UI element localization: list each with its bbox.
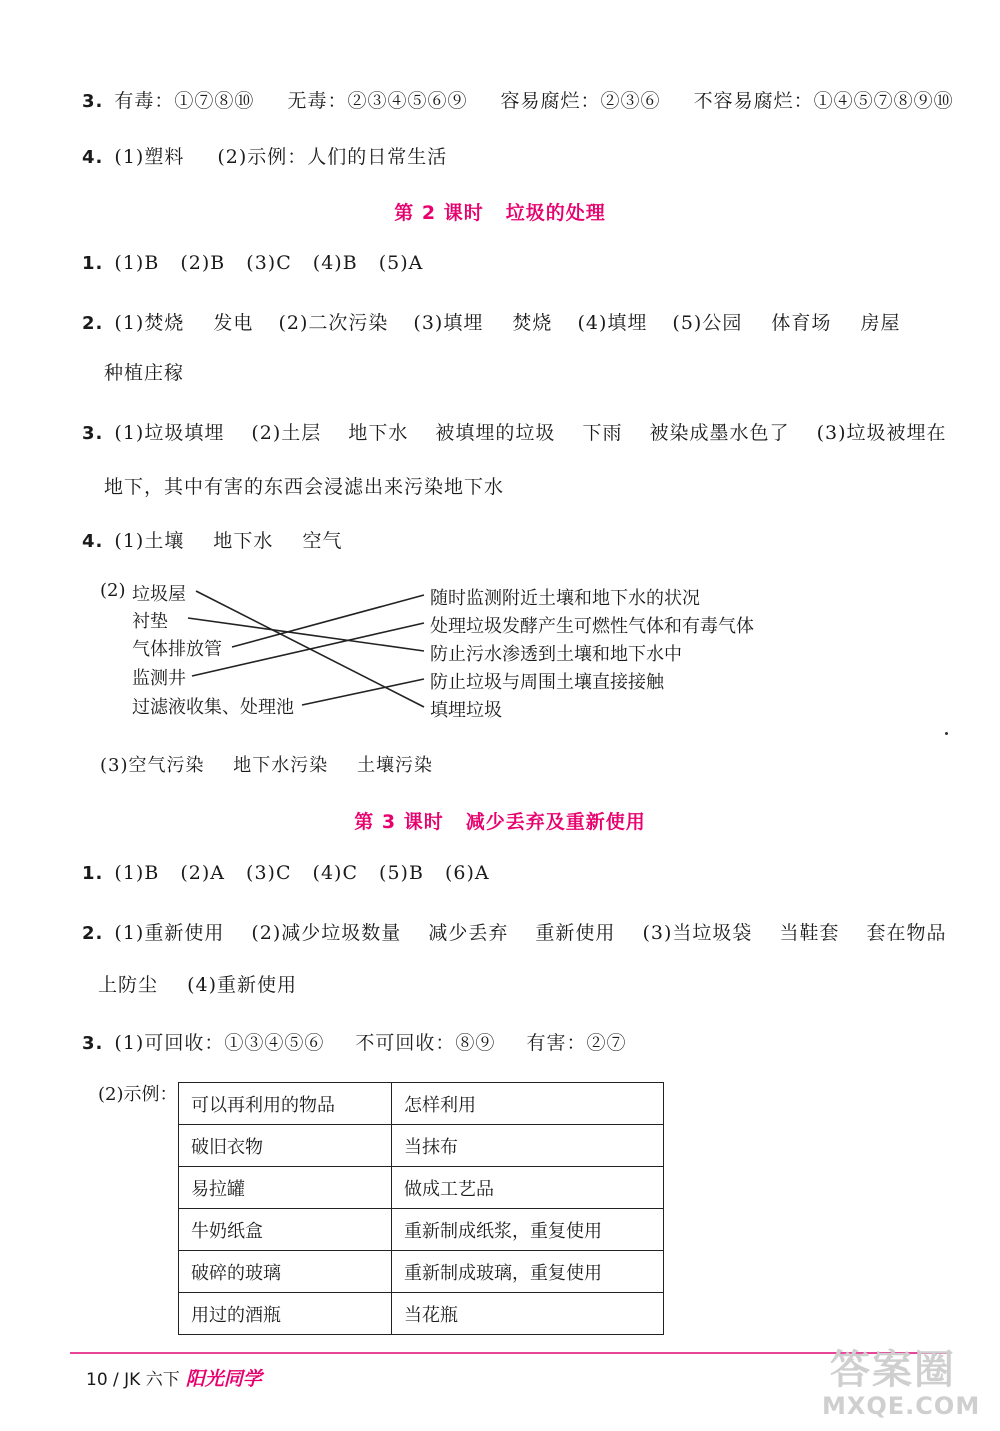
table-row xyxy=(179,1167,664,1209)
question-number: 3. xyxy=(82,423,104,444)
lesson2-answer-4-part3 xyxy=(100,751,433,777)
table-cell: 牛奶纸盒 xyxy=(179,1209,392,1251)
answer-part: (4)重新使用 xyxy=(187,974,297,996)
answer-part: (2)土层 xyxy=(251,422,322,444)
match-right-item: 填埋垃圾 xyxy=(430,700,502,721)
answer-part: 被染成墨水色了 xyxy=(649,422,790,444)
answer-part: (1)焚烧 xyxy=(114,312,185,334)
match-right-item: 处理垃圾发酵产生可燃性气体和有毒气体 xyxy=(430,616,754,637)
lesson-3-heading xyxy=(0,807,1000,834)
stray-dot xyxy=(945,732,948,735)
answer-part: (3)C xyxy=(246,252,292,274)
watermark-logo: 答案圈 xyxy=(830,1347,956,1393)
question-number: 4. xyxy=(82,531,104,552)
answer-part: (2)减少垃圾数量 xyxy=(251,922,402,944)
answer-part: (1)重新使用 xyxy=(114,922,225,944)
lesson-title: 垃圾的处理 xyxy=(505,202,606,224)
table-cell: 破碎的玻璃 xyxy=(179,1251,392,1293)
answer-part: 下雨 xyxy=(582,422,623,444)
question-number: 2. xyxy=(82,923,104,944)
answer-part: 体育场 xyxy=(771,312,832,334)
answer-part: 地下水 xyxy=(213,530,274,552)
answer-part: 无毒：②③④⑤⑥⑨ xyxy=(287,90,468,112)
answer-part: (5)B xyxy=(379,862,424,884)
answer-part: 地下水污染 xyxy=(233,755,329,776)
lesson-number: 第 2 课时 xyxy=(394,202,484,224)
answer-part: (5)A xyxy=(378,252,424,274)
answer-part: 不容易腐烂：①④⑤⑦⑧⑨⑩ xyxy=(693,90,954,112)
table-header-row xyxy=(179,1083,664,1125)
question-number: 3. xyxy=(82,1033,104,1054)
example-label: (2)示例： xyxy=(98,1084,178,1105)
lesson3-answer-2 xyxy=(82,918,947,945)
answer-part: (1)垃圾填埋 xyxy=(114,422,225,444)
match-connector-line xyxy=(232,595,424,647)
table-row xyxy=(179,1125,664,1167)
answer-part: 有毒：①⑦⑧⑩ xyxy=(114,90,255,112)
reuse-table xyxy=(178,1082,664,1335)
answer-part: 减少丢弃 xyxy=(428,922,509,944)
brand-logo: 阳光同学 xyxy=(185,1368,262,1390)
answer-part: (2)示例：人们的日常生活 xyxy=(217,146,448,168)
answer-part: 有害：②⑦ xyxy=(526,1032,627,1054)
matching-prefix: (2) xyxy=(100,580,126,601)
answer-part: 容易腐烂：②③⑥ xyxy=(500,90,661,112)
table-cell: 用过的酒瓶 xyxy=(179,1293,392,1335)
answer-part: (3)C xyxy=(246,862,292,884)
match-left-item: 监测井 xyxy=(132,668,186,689)
answer-part: 当鞋套 xyxy=(779,922,840,944)
answer-part: (4)填埋 xyxy=(577,312,648,334)
match-right-item: 防止垃圾与周围土壤直接接触 xyxy=(430,672,664,693)
table-cell: 破旧衣物 xyxy=(179,1125,392,1167)
answer-part: 空气 xyxy=(302,530,343,552)
answer-part: 焚烧 xyxy=(512,312,553,334)
answer-part: (1)B xyxy=(114,252,160,274)
match-left-item: 气体排放管 xyxy=(132,639,222,660)
match-left-item: 衬垫 xyxy=(132,611,168,632)
table-cell: 当花瓶 xyxy=(392,1293,664,1335)
answer-part: (3)填埋 xyxy=(413,312,484,334)
lesson-number: 第 3 课时 xyxy=(354,811,444,833)
table-row xyxy=(179,1293,664,1335)
match-right-item: 随时监测附近土壤和地下水的状况 xyxy=(430,588,700,609)
match-left-item: 过滤液收集、处理池 xyxy=(132,697,294,718)
table-cell: 重新制成纸浆，重复使用 xyxy=(392,1209,664,1251)
answer-part: (2)A xyxy=(180,862,225,884)
answer-part: (3)垃圾被埋在 xyxy=(816,422,947,444)
question-number: 4. xyxy=(82,147,104,168)
answer-part: 重新使用 xyxy=(535,922,616,944)
answer-part: (3)当垃圾袋 xyxy=(642,922,753,944)
answer-part: 上防尘 xyxy=(98,974,159,996)
answer-part: (6)A xyxy=(444,862,490,884)
match-left-item: 垃圾屋 xyxy=(132,584,186,605)
question-number: 3. xyxy=(82,91,104,112)
answer-part: 土壤污染 xyxy=(356,755,433,776)
answer-part: (1)可回收：①③④⑤⑥ xyxy=(114,1032,325,1054)
question-number: 1. xyxy=(82,253,104,274)
answer-part: 房屋 xyxy=(860,312,901,334)
answer-part: 被填埋的垃圾 xyxy=(435,422,556,444)
answer-part: (1)土壤 xyxy=(114,530,185,552)
answer-part: 不可回收：⑧⑨ xyxy=(355,1032,496,1054)
answer-part: (4)B xyxy=(312,252,358,274)
watermark-url: MXQE.COM xyxy=(822,1392,981,1420)
table-row xyxy=(179,1251,664,1293)
answer-part: (3)空气污染 xyxy=(100,755,205,776)
table-cell: 当抹布 xyxy=(392,1125,664,1167)
table-header-cell: 怎样利用 xyxy=(392,1083,664,1125)
answer-part: 发电 xyxy=(213,312,254,334)
answer-part: (1)B xyxy=(114,862,160,884)
table-header-cell: 可以再利用的物品 xyxy=(179,1083,392,1125)
answer-part: (2)B xyxy=(180,252,226,274)
footer xyxy=(86,1364,262,1391)
match-right-item: 防止污水渗透到土壤和地下水中 xyxy=(430,644,682,665)
answer-part: 地下水 xyxy=(348,422,409,444)
lesson2-answer-2-cont: 种植庄稼 xyxy=(104,362,185,384)
answer-part: (2)二次污染 xyxy=(278,312,389,334)
answer-part: 套在物品 xyxy=(866,922,947,944)
table-cell: 重新制成玻璃，重复使用 xyxy=(392,1251,664,1293)
lesson2-answer-3-cont: 地下，其中有害的东西会浸滤出来污染地下水 xyxy=(104,476,505,498)
question-number: 2. xyxy=(82,313,104,334)
table-cell: 易拉罐 xyxy=(179,1167,392,1209)
table-cell: 做成工艺品 xyxy=(392,1167,664,1209)
page-number: 10 / JK 六下 xyxy=(86,1370,180,1390)
question-number: 1. xyxy=(82,863,104,884)
lesson3-answer-2-cont xyxy=(98,970,297,997)
match-connector-line xyxy=(302,679,424,705)
lesson3-answer-1 xyxy=(82,862,490,884)
match-connector-line xyxy=(192,623,424,676)
answer-part: (4)C xyxy=(312,862,358,884)
answer-part: (5)公园 xyxy=(672,312,743,334)
answer-part: (1)塑料 xyxy=(114,146,185,168)
lesson-title: 减少丢弃及重新使用 xyxy=(465,811,646,833)
match-connector-line xyxy=(188,618,424,651)
footer-rule xyxy=(70,1352,950,1354)
table-row xyxy=(179,1209,664,1251)
lesson3-answer-3 xyxy=(82,1028,626,1055)
